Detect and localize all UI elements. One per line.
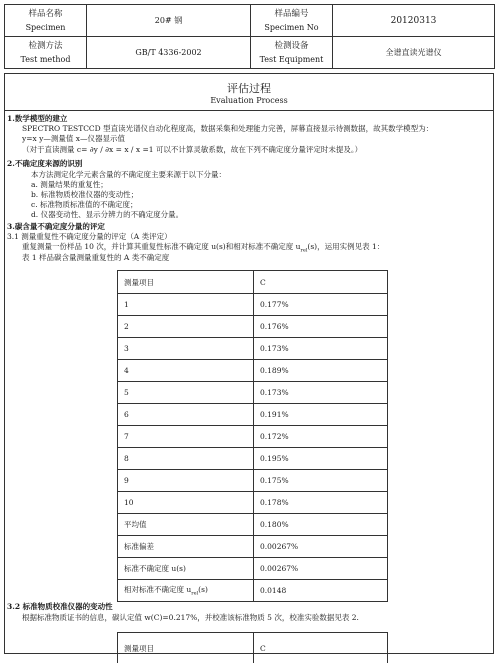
sample-name-label: 样品名称 Specimen (5, 5, 87, 37)
table1-item-cell: 4 (118, 360, 254, 382)
sample-name-value: 20# 钢 (87, 5, 251, 37)
table1-item-cell: 6 (118, 404, 254, 426)
table1-header-row (118, 271, 388, 294)
s32-heading: 3.2 标准物质校准仪器的变动性 (7, 602, 113, 612)
table1-value-cell: 0.195% (254, 448, 388, 470)
table-row (118, 558, 388, 580)
table1-value-cell: 0.178% (254, 492, 388, 514)
table-row (118, 448, 388, 470)
table1-value-cell: 0.173% (254, 338, 388, 360)
table-row (118, 294, 388, 316)
divider (5, 110, 493, 111)
table1-item-cell: 标准偏差 (118, 536, 254, 558)
table1-item-cell: 1 (118, 294, 254, 316)
s2-item-a: a. 测量结果的重复性； (31, 180, 108, 190)
table2 (117, 632, 388, 663)
table2-header-item: 测量项目 (118, 633, 254, 663)
s1-line2: y=x y—测量值 x—仪器显示值 (22, 134, 125, 144)
s1-line3: （对于直读测量 c= ∂y / ∂x = x / x =1 可以不计算灵敏系数，故在下列不确定度分量评定时未提及。） (22, 145, 362, 155)
table2-header-c: C (254, 633, 388, 663)
table1-item-cell: 9 (118, 470, 254, 492)
table-row (118, 338, 388, 360)
section-subtitle: Evaluation Process (5, 96, 493, 105)
table-row (118, 470, 388, 492)
s1-line1: SPECTRO TESTCCD 型直读光谱仪自动化程度高，数据采集和处理能力完善，屏幕直接显示待测数据，故其数学模型为： (22, 124, 433, 134)
method-label: 检测方法 Test method (5, 37, 87, 69)
table-row (118, 360, 388, 382)
s2-intro: 本方法测定化学元素含量的不确定度主要来源于以下分量： (31, 170, 226, 180)
s2-item-b: b. 标准物质校准仪器的变动性； (31, 190, 138, 200)
s32-line1: 根据标准物质证书的信息，碳认定值 w(C)=0.217%，并校准该标准物质 5 次，校准实验数据见表 2. (22, 613, 359, 623)
header-table (4, 4, 495, 69)
table-row (118, 580, 388, 602)
table1-value-cell: 0.175% (254, 470, 388, 492)
table1-item-cell: 平均值 (118, 514, 254, 536)
table1-value-cell: 0.191% (254, 404, 388, 426)
equipment-label: 检测设备 Test Equipment (251, 37, 333, 69)
s31-heading: 3.1 测量重复性不确定度分量的评定（A 类评定） (7, 232, 172, 242)
s2-heading: 2.不确定度来源的识别 (7, 159, 82, 169)
table1-item-cell: 8 (118, 448, 254, 470)
table1-item-cell: 10 (118, 492, 254, 514)
table1-item-cell: 相对标准不确定度 $u_{rel}(s)$ (118, 580, 254, 602)
table-row (118, 316, 388, 338)
s2-item-c: c. 标准物质标准值的不确定度； (31, 200, 137, 210)
table1-value-cell: 0.172% (254, 426, 388, 448)
table1-item-cell: 3 (118, 338, 254, 360)
sample-no-value: 20120313 (333, 5, 495, 37)
method-value: GB/T 4336-2002 (87, 37, 251, 69)
table1-value-cell: 0.173% (254, 382, 388, 404)
table1-value-cell: 0.00267% (254, 536, 388, 558)
table1-caption: 表 1 样品碳含量测量重复性的 A 类不确定度 (22, 253, 169, 263)
s1-heading: 1.数学模型的建立 (7, 114, 67, 124)
table1-item-cell: 5 (118, 382, 254, 404)
table1-item-cell: 标准不确定度 u(s) (118, 558, 254, 580)
evaluation-frame (4, 73, 494, 654)
section-title: 评估过程 (5, 80, 493, 96)
table1-value-cell: 0.180% (254, 514, 388, 536)
table1-item-cell: 测量项目 (118, 271, 254, 294)
table-row (118, 382, 388, 404)
table1-value-cell: 0.189% (254, 360, 388, 382)
table1-value-cell: 0.00267% (254, 558, 388, 580)
table1-value-cell: C (254, 271, 388, 294)
table-row (118, 426, 388, 448)
sample-no-label: 样品编号 Specimen No (251, 5, 333, 37)
table1-value-cell: 0.0148 (254, 580, 388, 602)
table1-item-cell: 2 (118, 316, 254, 338)
s31-line1: 重复测量一份样品 10 次，并计算其重复性标准不确定度 u(s)和相对标准不确定度 $u_{rel}(s)$，运用实例见表 1： (22, 242, 384, 256)
table1-item-cell: 7 (118, 426, 254, 448)
table-row (118, 404, 388, 426)
table-row (118, 514, 388, 536)
table1-value-cell: 0.177% (254, 294, 388, 316)
table1-value-cell: 0.176% (254, 316, 388, 338)
s3-heading: 3.碳含量不确定度分量的评定 (7, 222, 105, 232)
table-row (118, 492, 388, 514)
table-row (118, 536, 388, 558)
s2-item-d: d. 仪器变动性、显示分辨力的不确定度分量。 (31, 210, 183, 220)
equipment-value: 全谱直读光谱仪 (333, 37, 495, 69)
table1 (117, 270, 388, 602)
